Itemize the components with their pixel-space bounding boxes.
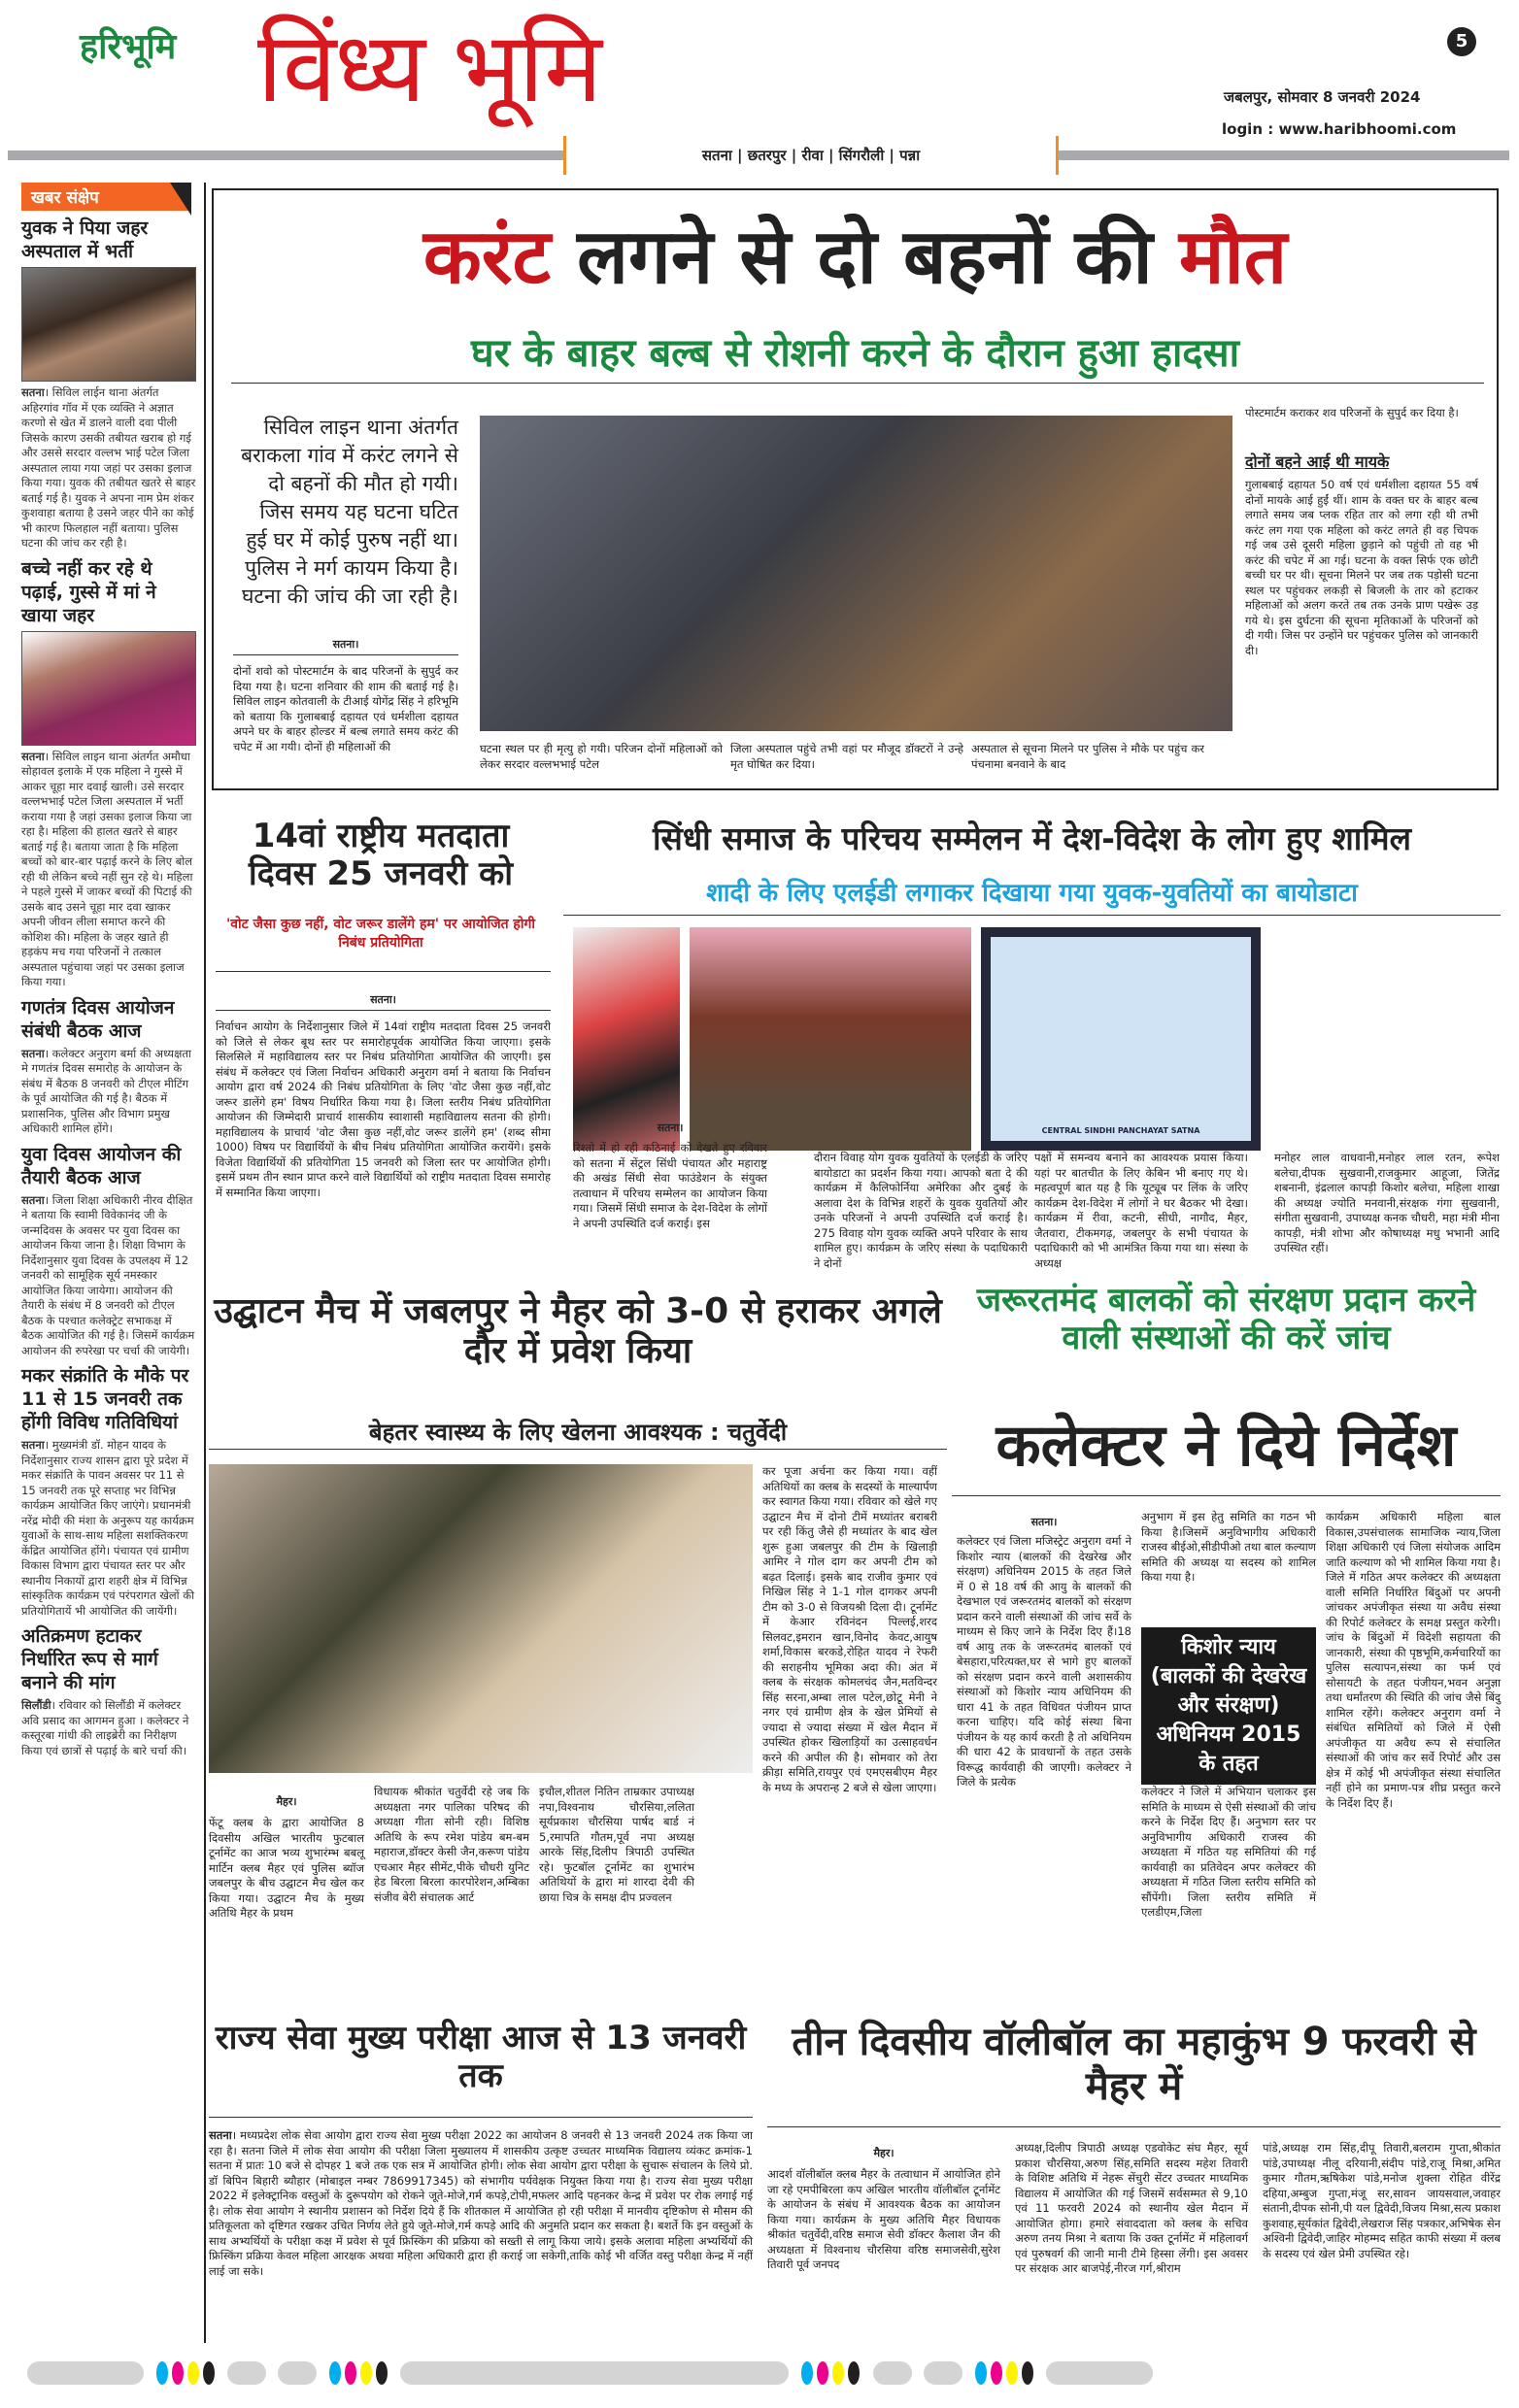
lead-subheadline: घर के बाहर बल्ब से रोशनी करने के दौरान हुआ हादसा [471, 331, 1239, 376]
magenta-mark [345, 2361, 356, 2385]
brief-headline: मकर संक्रांति के मौके पर 11 से 15 जनवरी तक होंगी विविध गतिविधियां [21, 1365, 189, 1433]
collector-col-2-top: अनुभाग में इस हेतु समिति का गठन भी किया है।जिसमें अनुविभागीय अधिकारी राजस्व बीईओ,सीडीपीओ तथा बाल कल्याण समिति की अध्यक्ष या सदस्य को शामिल किया गया है। [1141, 1510, 1316, 1584]
cyan-mark [801, 2361, 813, 2385]
sindhi-photo-2 [690, 927, 971, 1151]
header-divider-right [1059, 150, 1509, 160]
cyan-mark [329, 2361, 341, 2385]
dateline: जबलपुर, सोमवार 8 जनवरी 2024 [1224, 88, 1421, 106]
collector-col-1: कलेक्टर एवं जिला मजिस्ट्रेट अनुराग वर्मा ने किशोर न्याय (बालकों की देखरेख और संरक्षण) अधिनियम 2015 के तहत जिले में 0 से 18 वर्ष की आयु के बालकों की देखभाल एवं जरूरतमंद बालकों को संरक्षण प्रदान करने वाली संस्थाओं की जांच सर्वे के माध्यम से किए जाने के निर्देश दिए हैं।18 वर्ष आयु तक के जरूरतमंद बालकों एवं बेसहारा,परित्यक्त,घर से भागे हुए बालकों को संरक्षण प्रदान करने वाली अशासकीय संस्थाओं को किशोर न्याय अधिनियम की धारा 41 के तहत विधिवत पंजीयन प्राप्त करना चाहिए। यदि कोई संस्था बिना पंजीयन के यह कार्य करती है तो अधिनियम की धारा 42 के प्रावधानों के तहत उसके विरूद्ध कार्यवाही की जाएगी। कलेक्टर ने जिले के प्रत्येक [957, 1534, 1131, 1789]
brand-logo: हरिभूमि [80, 27, 177, 67]
yellow-mark [832, 2361, 844, 2385]
football-subheadline: बेहतर स्वास्थ्य के लिए खेलना आवश्यक : चतुर्वेदी [368, 1419, 788, 1446]
yellow-mark [1006, 2361, 1018, 2385]
football-headline: उद्घाटन मैच में जबलपुर ने मैहर को 3-0 से हराकर अगले दौर में प्रवेश किया [214, 1291, 942, 1372]
lead-col-5: गुलाबबाई दहायत 50 वर्ष एवं धर्मशीला दहायत 55 वर्ष दोनों मायके आई हुईं थीं। शाम के वक्त घर के बाहर बल्ब लगाते समय जब प्लक रहित तार को लगा रही थी तभी करंट लग गया एक महिला को करंट लगते ही वह चिपक गई जब उसे दूसरी महिला छुड़ाने को पहुंची तो वह भी करंट की चपेट में आ गई। घटना के वक्त सिर्फ एक छोटी बच्ची घर पर थी। सूचना मिलने पर जब तक पड़ोसी घटना स्थल पर पहुंचकर लकड़ी से बिजली के तार को हटाकर महिलाओं को अलग करते तब तक उनके प्राण पखेरू उड़ गये थे। इस दुर्घटना की सूचना मृतिकाओं के परिजनों को दी गयी। जिस पर उन्होंने घर पहुंचकर पुलिस को जानकारी दी। [1245, 478, 1478, 657]
volleyball-col-1: आदर्श वॉलीबॉल क्लब मैहर के तत्वाधान में आयोजित होने जा रहे एमपीबिरला कप अखिल भारतीय वॉलीबॉल टूर्नामेंट के आयोजन के संबंध में आवश्यक बैठक का आयोजन किया गया। कार्यक्रम के मुख्य अतिथि मैहर विधायक श्रीकांत चतुर्वेदी,वरिष्ठ समाज सेवी डॉक्टर कैलाश जैन की अध्यक्षता में विश्वनाथ चौरसिया वरिष्ठ समाजसेवी,सुरेश तिवारी पूर्व जनपद [767, 2167, 1000, 2271]
voters-day-subheadline: 'वोट जैसा कुछ नहीं, वोट जरूर डालेंगे हम' पर आयोजित होगी निबंध प्रतियोगिता [225, 917, 536, 951]
lead-col-5-top: पोस्टमार्टम कराकर शव परिजनों के सुपुर्द कर दिया है। [1245, 406, 1459, 419]
brief-body: सतना। मुख्यमंत्री डॉ. मोहन यादव के निर्देशानुसार राज्य शासन द्वारा पूरे प्रदेश में मकर संक्रांति के पावन अवसर पर 11 से 15 जनवरी तक पूरे सप्ताह भर विभिन्न कार्यक्रम आयोजित किए जाएंगे। प्रधानमंत्री नरेंद्र मोदी की मंशा के अनुरूप यह कार्यक्रम युवाओं के साथ-साथ महिला सशक्तिकरण केंद्रित आयोजित होंगे। पंचायत एवं ग्रामीण विकास विभाग द्वारा पंचायत स्तर पर और स्थानीय निकायों द्वारा शहरी क्षेत्र में विभिन्न सांस्कृतिक कार्यक्रम एवं परंपरागत खेलों की प्रतियोगितायें भी आयोजित की जायेंगी। [21, 1438, 195, 1618]
brief-photo [21, 267, 196, 382]
header-divider-left [8, 150, 566, 160]
masthead-title: विंध्य भूमि [257, 11, 600, 124]
football-col-2: विधायक श्रीकांत चतुर्वेदी रहे जब कि अध्यक्षता नगर पालिका परिषद की अध्यक्षा गीता सोनी रही। विशिष्ठ अतिथि के रूप रमेश पांडेय बम-बम महाराज,डॉक्टर केसी जैन,करूण पांडेय एचआर मैहर सीमेंट,पीके चौधरी युनिट हेड बिरला बिरला कारपोरेशन,अम्बिका संजीव बेरी संचालक आर्ट [374, 1785, 529, 1904]
voters-day-place: सतना। [370, 993, 396, 1006]
brief-headline: गणतंत्र दिवस आयोजन संबंधी बैठक आज [21, 996, 175, 1042]
lead-subhead: दोनों बहने आई थी मायके [1245, 452, 1390, 471]
volleyball-col-3: पांडे,अध्यक्ष राम सिंह,दीपू तिवारी,बलराम गुप्ता,श्रीकांत पांडे,उपाध्यक्ष नीलू दरियानी,संदीप पांडे,राजू मिश्रा,अमित कुमार गौतम,ऋषिकेश पांडे,मनोज शुक्ला रोहित वीरेंद्र दहिया,अम्बुज गुप्ता,मंजू सर,सावन जायसवाल,जवाहर संतानी,दीपक सोनी,पी यल द्विवेदी,विजय मिश्रा,सत्य प्रकाश कुशवाह,सूर्यकांत द्विवेदी,लेखराज सिंह पत्रकार,अभिषेक सेन अश्विनी द्विवेदी,जाहिर मोहम्मद सहित काफी संख्या में क्लब के सदस्य एवं खेल प्रेमी उपस्थित रहे। [1263, 2141, 1501, 2260]
edition-cities: सतना | छतरपुर | रीवा | सिंगरौली | पन्ना [563, 136, 1059, 175]
magenta-mark [991, 2361, 1002, 2385]
brief-body: सतना। जिला शिक्षा अधिकारी नीरव दीक्षित ने बताया कि स्वामी विवेकानंद जी के जन्मदिवस के अवसर पर युवा दिवस का आयोजन किया जाना है। शिक्षा विभाग के निर्देशानुसार युवा दिवस के उपलक्ष्य में 12 जनवरी को सामूहिक सूर्य नमस्कार आयोजित किया जायेगा। आयोजन की तैयारी के संबंध में 8 जनवरी को टीएल बैठक के पश्चात कलेक्ट्रेट सभाकक्ष में बैठक आयोजित की गई है। जिसमें कार्यक्रम आयोजन की रुपरेखा पर चर्चा की जायेगी। [21, 1192, 195, 1357]
registration-bar [27, 2361, 144, 2385]
magenta-mark [172, 2361, 184, 2385]
brief-headline: अतिक्रमण हटाकर निर्धारित रूप से मार्ग बनाने की मांग [21, 1625, 158, 1693]
sindhi-col-4: मनोहर लाल वाधवानी,मनोहर लाल रतन, रूपेश बलेचा,दीपक सुखवानी,राजकुमार आहूजा, जितेंद्र शबनानी, इंद्रलाल कापड़ी किशोर बलेचा, महिला शाखा की अध्यक्ष ज्योति मनवानी,संरक्षक गंगा सुखवानी, संगीता सुखवानी, उपाध्यक्ष कनक चौधरी, महा मंत्री मीना कापड़ी, मंत्री शोभा और कोषाध्यक्ष मधु भभानी आदि उपस्थित रहीं। [1274, 1151, 1500, 1254]
brief-headline: युवा दिवस आयोजन की तैयारी बैठक आज [21, 1143, 182, 1188]
brief-headline: बच्चे नहीं कर रहे थे पढ़ाई, गुस्से में मां ने खाया जहर [21, 557, 156, 626]
column-divider [204, 183, 206, 2343]
brief-body: सतना। सिविल लाईन थाना अंतर्गत अहिरगांव गॉव में एक व्यक्ति ने अज्ञात करणो से खेत में डालने वाली दवा पीली जिसके कारण उसकी तबीयत खराब हो गई और उससे सरदार वल्लभ भाई पटेल जिला अस्पताल लाया गया जहां पर उसका इलाज किया गया। युवक की तबीयत खतरे से बाहर बताई गई है। युवक ने अपना नाम प्रेम शंकर कुशवाहा बताया है उसने जहर पीने का कोई भी कारण फिलहाल नहीं बताया। पुलिस घटना की जांच कर रही है। [21, 385, 196, 550]
registration-bar [400, 2361, 789, 2385]
registration-bar [924, 2361, 962, 2385]
football-col-4: कर पूजा अर्चना कर किया गया। वहीं अतिथियों का क्लब के सदस्यों के माल्यार्पण कर स्वागत किया गया। रविवार को खेले गए उद्घाटन मैच में दोनो टीमें मध्यांतर बराबरी पर रही किंतु जैसे ही मध्यांतर के बाद खेल शुरू हुआ जबलपुर की टीम के खिलाड़ी आमिर ने गोल दाग कर अपनी टीम को बढ़त दिलाई। इसके बाद राजीव कुमार एवं निखिल सिंह ने 1-1 गोल दागकर अपनी टीम को 3-0 से विजयश्री दिला दी। टूर्नामेंट में केआर रविनंदन पिल्लई,शरद सिलवट,इमरान खान,विनोद केवट,आयुष शर्मा,विकास बरकडे,रोहित यादव ने रेफरी की सराहनीय भूमिका अदा की। अंत में क्लब के संरक्षक कोमलचंद जैन,मतविन्दर सिंह सरना,अम्बा लाल पटेल,छोटू मेनी ने नगर एवं ग्रामीण क्षेत्र के खेल प्रेमियों से ज्यादा से ज्यादा संख्या में खेल मैदान में उपस्थित होकर खिलाड़ियों का उत्साहवर्धन करने की अपील की है। सोमवार को तेरा क्रीड़ा समिति,रायपुर एवं एमएसबीएम मैहर के मध्य के अपरान्ह 2 बजे से खेला जाएगा। [762, 1464, 937, 1794]
sindhi-photo-3 [981, 927, 1261, 1151]
collector-headline: कलेक्टर ने दिये निर्देश [996, 1412, 1457, 1480]
voters-day-body: निर्वाचन आयोग के निर्देशानुसार जिले में 14वां राष्ट्रीय मतदाता दिवस 25 जनवरी को जिले से लेकर बूथ स्तर पर समारोहपूर्वक आयोजित किया जाएगा। इसके सिलसिले में महाविद्यालय स्तर पर निबंध प्रतियोगिता आयोजित की जाएगी। इस संबंध में कलेक्टर एवं जिला निर्वाचन अधिकारी अनुराग वर्मा ने बताया कि निर्वाचन आयोग द्वारा वर्ष 2024 की निबंध प्रतियोगिता के लिए 'वोट जैसा कुछ नहीं,वोट जरूर डालेंगे हम' विषय निर्धारित किया गया है। जिला स्तरीय निबंध प्रतियोगिता आयोजन की जिम्मेदारी प्राचार्य शासकीय स्वाशासी महाविद्यालय सतना की होगी। महाविद्यालय के प्राचार्य 'वोट जैसा कुछ नहीं,वोट जरूर डालेंगे हम' (शब्द सीमा 1000) विषय पर विद्यार्थियों के बीच निबंध प्रतियोगिता आयोजित करायेंगे। इसके विजेता विद्यार्थियों की प्रतियोगिता 15 जनवरी को जिला स्तर पर आयोजित होगी। इसमें प्रथम तीन स्थान प्राप्त करने वाले विद्यार्थियों को राष्ट्रीय मतदाता दिवस समारोह में सम्मानित किया जाएगा। [216, 1020, 551, 1199]
black-mark [848, 2361, 860, 2385]
registration-bar [873, 2361, 912, 2385]
collector-highlight-box: किशोर न्याय (बालकों की देखरेख और संरक्षण) अधिनियम 2015 के तहत [1141, 1627, 1316, 1785]
news-brief-tag: खबर संक्षेप [21, 183, 191, 211]
sindhi-subheadline: शादी के लिए एलईडी लगाकर दिखाया गया युवक-युवतियों का बायोडाटा [706, 879, 1358, 908]
divider [216, 1010, 551, 1011]
collector-headline-green: जरूरतमंद बालकों को संरक्षण प्रदान करने वाली संस्थाओं की करें जांच [976, 1281, 1476, 1358]
lead-col-4: अस्पताल से सूचना मिलने पर पुलिस ने मौके पर पहुंच कर पंचनामा बनवाने के बाद [971, 742, 1204, 771]
cyan-mark [156, 2361, 168, 2385]
brief-headline: युवक ने पिया जहर अस्पताल में भर्ती [21, 217, 149, 262]
yellow-mark [187, 2361, 199, 2385]
collector-col-2: कलेक्टर ने जिले में अभियान चलाकर इस समिति के माध्यम से ऐसी संस्थाओं की जांच करने के निर्देश दिए हैं। अनुभाग स्तर पर अनुविभागीय अधिकारी राजस्व की अध्यक्षता में गठित यह समितियां की गई कार्यवाही का प्रतिवेदन अपर कलेक्टर की अध्यक्षता में गठित जिला स्तरीय समिति को सौंपेंगी। जिला स्तरीय समिति में एलडीएम,जिला [1141, 1785, 1316, 1919]
lead-headline: करंट लगने से दो बहनों की मौत [422, 214, 1288, 301]
black-mark [1022, 2361, 1033, 2385]
divider [563, 915, 1501, 916]
football-photo [209, 1464, 753, 1773]
website-link[interactable]: login : www.haribhoomi.com [1222, 120, 1457, 138]
divider [216, 971, 551, 972]
volleyball-place: मैहर। [873, 2147, 895, 2159]
registration-bar [227, 2361, 266, 2385]
voters-day-headline: 14वां राष्ट्रीय मतदाता दिवस 25 जनवरी को [248, 817, 514, 894]
sindhi-photo-1 [573, 927, 680, 1151]
print-registration-marks [21, 2361, 1498, 2385]
lead-intro: सिविल लाइन थाना अंतर्गत बराकला गांव में करंट लगने से दो बहनों की मौत हो गयी। जिस समय यह घटना घटित हुई घर में कोई पुरुष नहीं था। पुलिस ने मर्ग कायम किया है। घटना की जांच की जा रही है। [241, 416, 458, 608]
exam-headline: राज्य सेवा मुख्य परीक्षा आज से 13 जनवरी तक [215, 2019, 747, 2096]
lead-place: सतना। [332, 638, 359, 651]
cyan-mark [975, 2361, 987, 2385]
exam-body: सतना। मध्यप्रदेश लोक सेवा आयोग द्वारा राज्य सेवा मुख्य परीक्षा 2022 का आयोजन 8 जनवरी से 13 जनवरी 2024 तक किया जा रहा है। सतना जिले में लोक सेवा आयोग की परीक्षा जिला मुख्यालय में शासकीय उत्कृष्ट उच्चतर माध्यमिक विद्यालय व्यंकट क्रमांक-1 सतना में प्रातः 10 बजे से दोपहर 1 बजे तक एक सत्र में आयोजित होगी। लोक सेवा आयोग द्वारा परीक्षा के सुचारू संचालन के लिये प्रो. डॉ बिपिन बिहारी ब्यौहार (मोबाइल नम्बर 7869917345) को संभागीय पर्यवेक्षक नियुक्त किया गया है। राज्य सेवा मुख्य परीक्षा 2022 में इलेक्ट्रानिक वस्तुओं के दुरूपयोग को रोकने जूते-मोजे,गर्म कपड़े,टोपी,मफलर आदि पहनकर केन्द्र में प्रवेश पर रोक लगाई गई है। लोक सेवा आयोग ने स्थानीय प्रशासन को निर्देश दिये हैं कि शीतकाल में आयोजित हो रही परीक्षा में मानवीय दृष्टिकोण से मौसम की प्रतिकूलता को दृष्टिगत रखकर उचित निर्णय लेते हुये जूते-मोजे,गर्म कपड़े आदि की अनुमति प्रदान कर सकता है। बशर्ते कि इन वस्तुओं के साथ अभ्यर्थियों के परीक्षा कक्ष में प्रवेश से पूर्व फ्रिस्किंग की प्रक्रिया को सख्ती से लागू किया जाये। इसके अलावा महिला अभ्यर्थियों की फ्रिस्किंग प्रक्रिया केवल महिला आरक्षक अथवा महिला अधिकारी द्वारा ही कराई जा सकेगी,ताकि कोई भी वर्जित वस्तु परीक्षा केन्द्र में नहीं लाई जा सके। [209, 2128, 753, 2278]
volleyball-col-2: अध्यक्ष,दिलीप त्रिपाठी अध्यक्ष एडवोकेट संघ मैहर, सूर्य प्रकाश चौरसिया,अरुण सिंह,समिति सदस्य महेश तिवारी के विशिष्ट अतिथि में नेहरू सेंचुरी सेंटर उच्चतर माध्यमिक विद्यालय में आयोजित की गई जिसमें सर्वसम्मत से 9,10 एवं 11 फरवरी 2024 को स्थानीय खेल मैदान में आयोजित होगा। हमारे संवाददाता को क्लब के सचिव अरुण तनय मिश्रा ने बताया कि उक्त टूर्नामेंट में महिलावर्ग एवं पुरुषवर्ग की जानी मानी टीमे हिस्सा लेंगी। इस अवसर पर संरक्षक आर बाजपेई,नीरज गर्ग,श्रीराम [1015, 2141, 1248, 2275]
sindhi-col-3: पक्षों में समन्वय बनाने का आवश्यक प्रयास किया। यहां पर बातचीत के लिए केबिन भी बनाए गए थे। महत्वपूर्ण बात यह है कि यूट्यूब पर लिंक के जरिए कार्यक्रम देश-विदेश में लोगों ने घर बैठकर भी देखा। कार्यक्रम में रीवा, कटनी, सीधी, नागौद, मैहर, जैतवारा, टीकमगढ़, जबलपुर के सभी पंचायत के पदाधिकारी को भी आमंत्रित किया गया था। संस्था के अध्यक्ष [1034, 1151, 1248, 1270]
page-number: 5 [1447, 27, 1476, 56]
sindhi-headline: सिंधी समाज के परिचय सम्मेलन में देश-विदेश के लोग हुए शामिल [653, 819, 1411, 857]
sindhi-col-2: दौरान विवाह योग युवक युवतियों के एलईडी के जरिए बायोडाटा का प्रदर्शन किया गया। आपको बता दे की कार्यक्रम में कैलिफोर्निया अमेरिका और दुबई के अलावा देश के विभिन्न शहरों के युवक युवतियों और उनके परिजनों ने अपनी उपस्थिति दर्ज कराई है। 275 विवाह योग युवक व्यक्ति अपने परिवार के साथ शामिल हुए। कार्यक्रम के जरिए संस्था के पदाधिकारी ने दोनों [814, 1151, 1028, 1270]
brief-photo [21, 631, 196, 746]
sindhi-col-1: रिश्तो में हो रही कठिनाई को देखते हुए रविवार को सतना में सेंट्रल सिंधी पंचायत और महाराष्ट्र की अखंड सिंधी सेवा फाउंडेशन के संयुक्त तत्वाधान में परिचय सम्मेलन का आयोजन किया गया। जिसमें सिंधी समाज के देश-विदेश के लोगों ने अपनी उपस्थिति दर्ज कराई। इस [573, 1141, 767, 1230]
slide-caption: CENTRAL SINDHI PANCHAYAT SATNA [1041, 1126, 1200, 1135]
volleyball-headline: तीन दिवसीय वॉलीबॉल का महाकुंभ 9 फरवरी से मैहर में [792, 2020, 1476, 2109]
divider [209, 2117, 753, 2118]
divider [233, 654, 458, 655]
news-brief-sidebar [21, 183, 196, 1758]
magenta-mark [817, 2361, 828, 2385]
divider [952, 1495, 1501, 1496]
divider [209, 1449, 947, 1450]
football-col-1: फेंटू क्लब के द्वारा आयोजित 8 दिवसीय अखिल भारतीय फुटबाल टूर्नामेंट का आज भव्य शुभारंम्भ बबलू मार्टिन क्लब मैहर एवं पुलिस ब्यॉज जबलपुर के बीच उद्घाटन मैच खेल कर किया गया। उद्घाटन मैच के मुख्य अतिथि मैहर के प्रथम [209, 1816, 364, 1920]
black-mark [376, 2361, 388, 2385]
lead-col-2: घटना स्थल पर ही मृत्यु हो गयी। परिजन दोनों महिलाओं को लेकर सरदार वल्लभभाई पटेल [480, 742, 723, 771]
football-place: मैहर। [276, 1795, 297, 1808]
collector-place: सतना। [1030, 1516, 1058, 1528]
registration-bar [278, 2361, 317, 2385]
sindhi-place: सतना। [657, 1121, 684, 1134]
divider [767, 2126, 1501, 2127]
lead-story [212, 188, 1499, 790]
collector-col-3: कार्यक्रम अधिकारी महिला बाल विकास,उपसंचालक सामाजिक न्याय,जिला शिक्षा अधिकारी एवं जिला संयोजक आदिम जाति कल्याण को भी शामिल किया गया है। जिले में गठित अपर कलेक्टर की अध्यक्षता वाली समिति निर्धारित बिंदुओं पर अपनी जांचकर अपंजीकृत संस्था या अवैध संस्था की रिपोर्ट कलेक्टर के समक्ष प्रस्तुत करेगी। जांच के बिंदुओं में विदेशी सहायता की जानकारी, संस्था की पृष्ठभूमि,कर्मचारियों का पुलिस सत्यापन,संस्था का फर्म एवं सोसायटी के तहत पंजीयन,भवन अनुज्ञा तथा धर्मांतरण की स्थिति की जांच जैसे बिंदु शामिल रहेंगे। कलेक्टर अनुराग वर्मा ने संबंधित समितियों को जिले में ऐसी अपंजीकृत या अवैध रूप से संचालित संस्थाओं की जांच कर सर्वे रिपोर्ट और उस क्षेत्र में कोई भी अपंजीकृत संस्था संचालित नहीं होने का प्रमाण-पत्र शीघ्र प्रस्तुत करने के निर्देश दिए हैं। [1326, 1510, 1501, 1810]
divider [231, 383, 1484, 384]
lead-photo [480, 416, 1232, 731]
yellow-mark [360, 2361, 372, 2385]
football-col-3: इचौल,शीतल नितिन ताम्रकार उपाध्यक्ष नपा,विश्वनाथ चौरसिया,ललिता सूर्यप्रकाश चौरसिया पार्षद बार्ड नं 5,रमापति गौतम,पूर्व नपा अध्यक्ष आरके सिंह,दिलीप त्रिपाठी उपस्थित रहे। फुटबॉल टूर्नामेंट का शुभारंभ अतिथियों के द्वारा मां शारदा देवी की छाया चित्र के समक्ष दीप प्रज्वलन [539, 1785, 694, 1904]
registration-bar [1046, 2361, 1153, 2385]
brief-body: सिलौंडी। रविवार को सिलौंडी में कलेक्टर अवि प्रसाद का आगमन हुआ । कलेक्टर ने कस्तूरबा गांधी की लाइब्रेरी का निरीक्षण किया एवं छात्रों से पढ़ाई के बारे चर्चा की। [21, 1698, 189, 1757]
lead-col-3: जिला अस्पताल पहुंचे तभी वहां पर मौजूद डॉक्टरों ने उन्हे मृत घोषित कर दिया। [730, 742, 963, 771]
brief-body: सतना। कलेक्टर अनुराग बर्मा की अध्यक्षता मे गणतंत्र दिवस समारोह के आयोजन के संबंध में बैठक 8 जनवरी को टीएल मीटिंग के पूर्व आयोजित की गई है। बैठक में प्रशासनिक, पुलिस और विभाग प्रमुख अधिकारी शामिल होंगे। [21, 1046, 191, 1135]
black-mark [203, 2361, 215, 2385]
lead-col-1: दोनों शवो को पोस्टमार्टम के बाद परिजनों के सुपुर्द कर दिया गया है। घटना शनिवार की शाम की बताई गई है। सिविल लाइन कोतवाली के टीआई योगेंद्र सिंह ने हरिभूमि को बताया कि गुलाबबाई दहायत एवं धर्मशीला दहायत अपने घर के बाहर होल्डर में बल्ब लगाते समय करंट की चपेट में आ गयी। दोनों ही महिलाओं की [233, 664, 458, 753]
brief-body: सतना। सिविल लाइन थाना अंतर्गत अमौधा सोहावल इलाके में एक महिला ने गुस्से में आकर चूहा मार दवाई खाली। उसे सरदार वल्लभभाई पटेल जिला अस्पताल में भर्ती कराया गया है जहां उसका इलाज किया जा रहा है। महिला की हालत खतरे से बाहर बताई गई है। बताया जाता है कि महिला बच्चों को बार-बार पढ़ाई करने के लिए बोल रही थी लेकिन बच्चे नहीं सुन रहे थे। महिला ने पहले गुस्से में जाकर बच्चों की पिटाई की उसके बाद उसने चूहा मार दवा खाकर अपनी जीवन लीला समाप्त करने की कोशिश की। महिला के जहर खाते ही हड़कंप मच गया परिजनों ने तत्काल अस्पताल पहुंचाया जहां पर उसका इलाज किया गया। [21, 749, 193, 988]
